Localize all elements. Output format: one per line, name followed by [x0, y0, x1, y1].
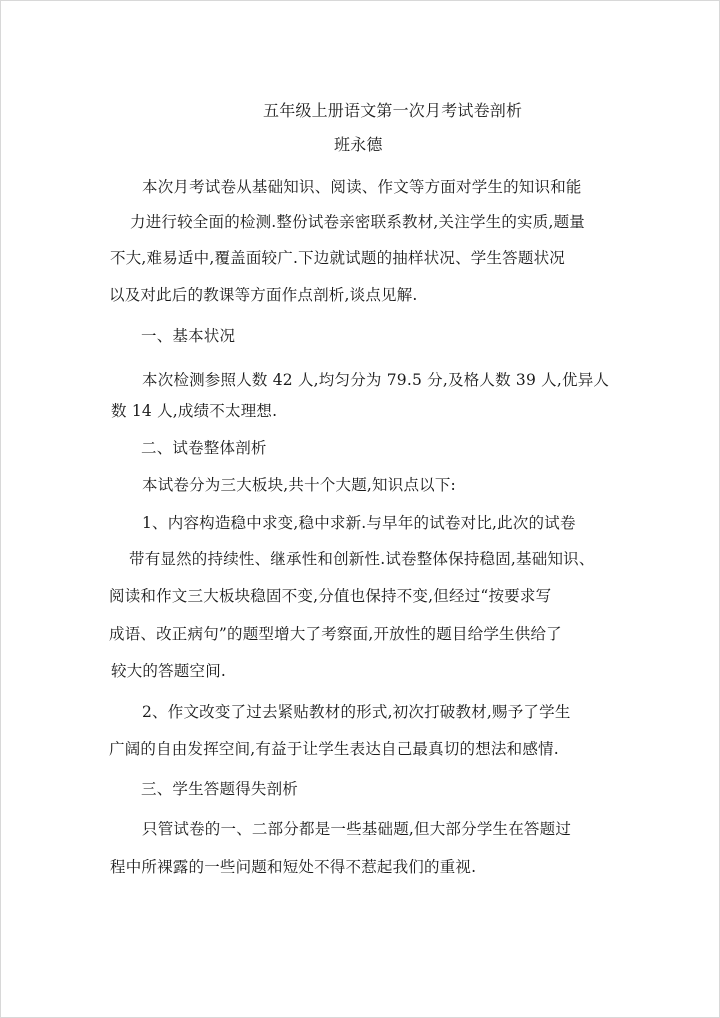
paragraph-line: 不大,难易适中,覆盖面较广.下边就试题的抽样状况、学生答题状况	[110, 249, 565, 267]
section-heading: 二、试卷整体剖析	[141, 439, 267, 457]
paragraph-line: 本次检测参照人数 42 人,均匀分为 79.5 分,及格人数 39 人,优异人	[142, 371, 610, 389]
paragraph-line: 较大的答题空间.	[111, 662, 227, 680]
paragraph-line: 2、作文改变了过去紧贴教材的形式,初次打破教材,赐予了学生	[142, 703, 571, 721]
paragraph-line: 程中所裸露的一些问题和短处不得不惹起我们的重视.	[110, 858, 477, 876]
section-heading: 三、学生答题得失剖析	[141, 780, 299, 798]
paragraph-line: 成语、改正病句”的题型增大了考察面,开放性的题目给学生供给了	[109, 625, 562, 643]
paragraph-line: 数 14 人,成绩不太理想.	[111, 402, 278, 420]
document-title: 五年级上册语文第一次月考试卷剖析	[263, 101, 523, 120]
paragraph-line: 力进行较全面的检测.整份试卷亲密联系教材,关注学生的实质,题量	[130, 213, 585, 231]
paragraph-line: 1、内容构造稳中求变,稳中求新.与早年的试卷对比,此次的试卷	[142, 514, 576, 532]
paragraph-line: 带有显然的持续性、继承性和创新性.试卷整体保持稳固,基础知识、	[129, 550, 595, 568]
document-author: 班永德	[334, 135, 383, 154]
paragraph-line: 广阔的自由发挥空间,有益于让学生表达自己最真切的想法和感情.	[109, 740, 559, 758]
section-heading: 一、基本状况	[141, 327, 236, 345]
paragraph-line: 本次月考试卷从基础知识、阅读、作文等方面对学生的知识和能	[142, 178, 582, 196]
paragraph-line: 以及对此后的教课等方面作点剖析,谈点见解.	[109, 286, 418, 304]
paragraph-line: 阅读和作文三大板块稳固不变,分值也保持不变,但经过“按要求写	[109, 587, 552, 605]
paragraph-line: 本试卷分为三大板块,共十个大题,知识点以下:	[142, 476, 456, 494]
paragraph-line: 只管试卷的一、二部分都是一些基础题,但大部分学生在答题过	[142, 820, 572, 838]
